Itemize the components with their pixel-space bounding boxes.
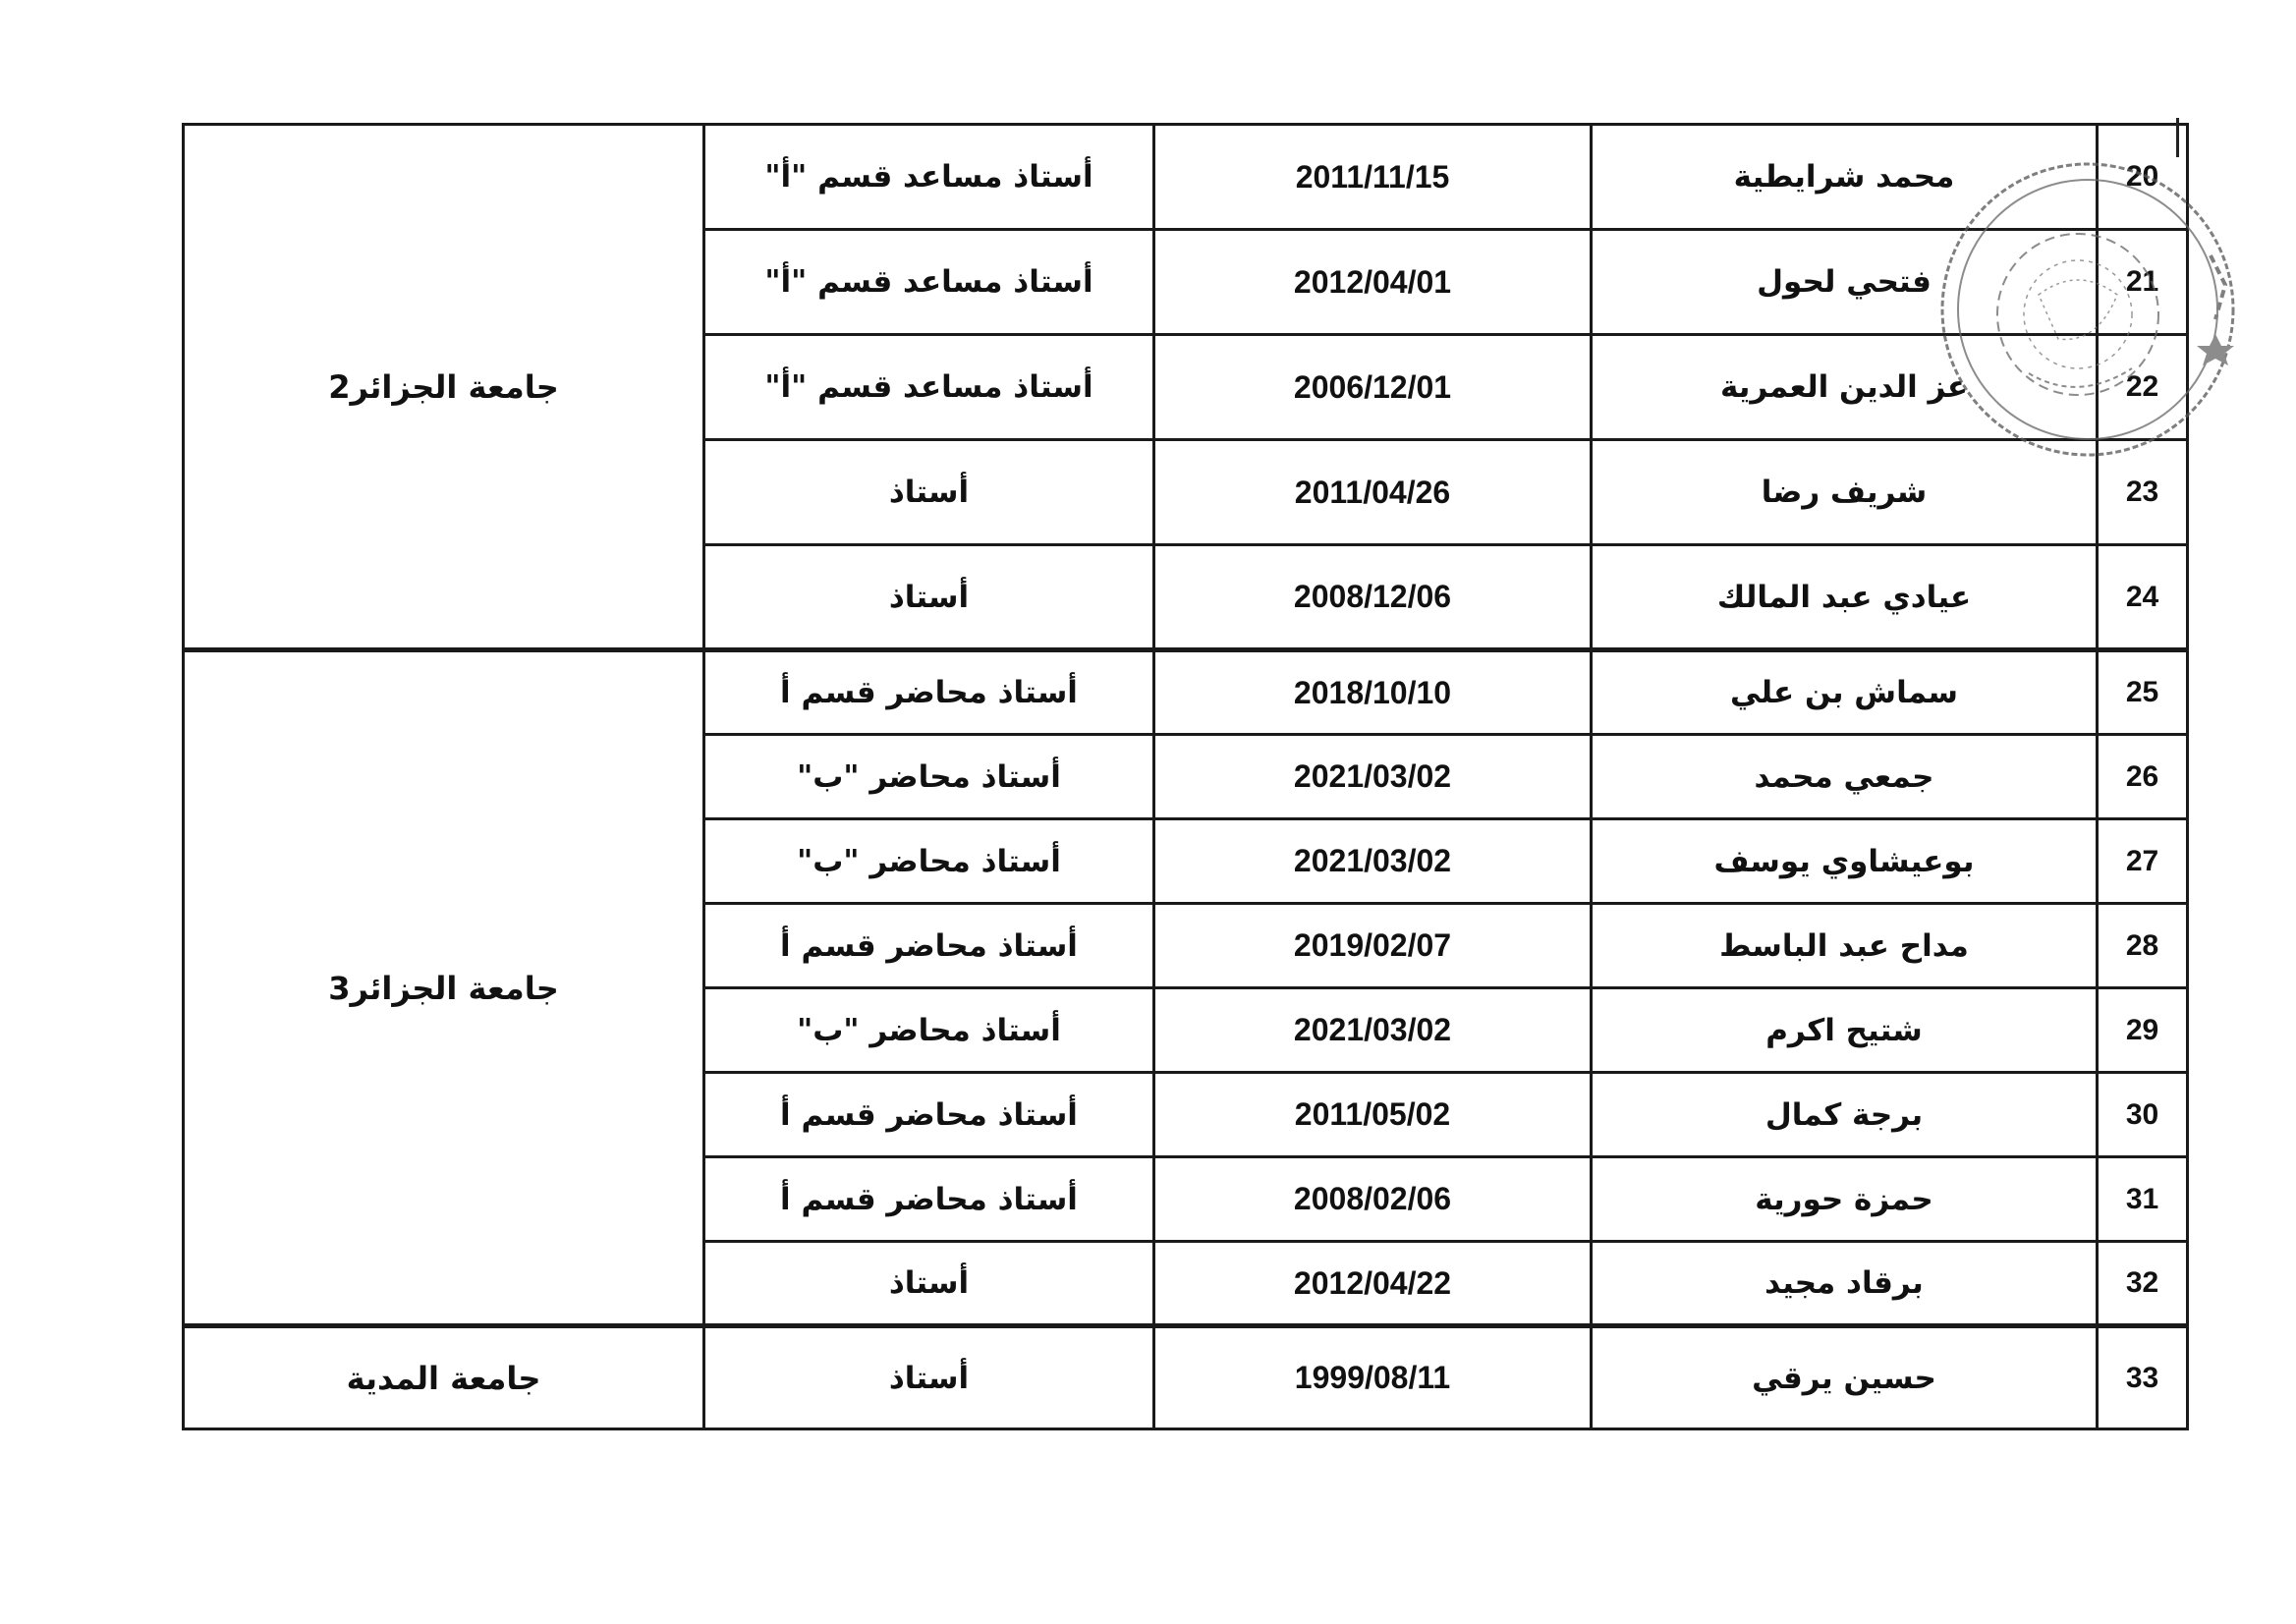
rank-cell: أستاذ محاضر قسم أ [704, 904, 1154, 988]
row-number: 30 [2098, 1073, 2188, 1157]
person-name: فتحي لحول [1592, 230, 2098, 335]
table-row [184, 1326, 2188, 1429]
date-cell: 2012/04/22 [1154, 1242, 1592, 1326]
person-name: عز الدين العمرية [1592, 335, 2098, 440]
person-name: مداح عبد الباسط [1592, 904, 2098, 988]
rank-cell: أستاذ [704, 1326, 1154, 1429]
date-cell: 2008/02/06 [1154, 1157, 1592, 1242]
rank-cell: أستاذ محاضر قسم أ [704, 1073, 1154, 1157]
row-number: 31 [2098, 1157, 2188, 1242]
person-name: محمد شرايطية [1592, 125, 2098, 230]
row-number: 23 [2098, 440, 2188, 545]
university-cell: جامعة الجزائر3 [184, 650, 704, 1326]
row-number: 32 [2098, 1242, 2188, 1326]
row-number: 33 [2098, 1326, 2188, 1429]
university-cell: جامعة المدية [184, 1326, 704, 1429]
table-row [184, 125, 2188, 230]
margin-mark [2176, 118, 2179, 157]
date-cell: 2011/04/26 [1154, 440, 1592, 545]
person-name: شتيح اكرم [1592, 988, 2098, 1073]
personnel-table [182, 123, 2189, 1430]
person-name: برقاد مجيد [1592, 1242, 2098, 1326]
date-cell: 2021/03/02 [1154, 988, 1592, 1073]
person-name: بوعيشاوي يوسف [1592, 819, 2098, 904]
person-name: عيادي عبد المالك [1592, 545, 2098, 650]
person-name: حمزة حورية [1592, 1157, 2098, 1242]
row-number: 21 [2098, 230, 2188, 335]
date-cell: 2019/02/07 [1154, 904, 1592, 988]
row-number: 27 [2098, 819, 2188, 904]
table-row [184, 650, 2188, 735]
rank-cell: أستاذ محاضر قسم أ [704, 650, 1154, 735]
row-number: 24 [2098, 545, 2188, 650]
rank-cell: أستاذ [704, 440, 1154, 545]
rank-cell: أستاذ [704, 1242, 1154, 1326]
date-cell: 2018/10/10 [1154, 650, 1592, 735]
date-cell: 2021/03/02 [1154, 819, 1592, 904]
row-number: 20 [2098, 125, 2188, 230]
date-cell: 2008/12/06 [1154, 545, 1592, 650]
rank-cell: أستاذ [704, 545, 1154, 650]
date-cell: 2021/03/02 [1154, 735, 1592, 819]
university-cell: جامعة الجزائر2 [184, 125, 704, 650]
person-name: برجة كمال [1592, 1073, 2098, 1157]
row-number: 25 [2098, 650, 2188, 735]
date-cell: 1999/08/11 [1154, 1326, 1592, 1429]
date-cell: 2012/04/01 [1154, 230, 1592, 335]
person-name: شريف رضا [1592, 440, 2098, 545]
row-number: 29 [2098, 988, 2188, 1073]
rank-cell: أستاذ محاضر قسم أ [704, 1157, 1154, 1242]
person-name: سماش بن علي [1592, 650, 2098, 735]
rank-cell: أستاذ محاضر "ب" [704, 988, 1154, 1073]
row-number: 26 [2098, 735, 2188, 819]
rank-cell: أستاذ مساعد قسم "أ" [704, 335, 1154, 440]
person-name: جمعي محمد [1592, 735, 2098, 819]
person-name: حسين يرقي [1592, 1326, 2098, 1429]
date-cell: 2011/11/15 [1154, 125, 1592, 230]
rank-cell: أستاذ محاضر "ب" [704, 735, 1154, 819]
date-cell: 2011/05/02 [1154, 1073, 1592, 1157]
row-number: 28 [2098, 904, 2188, 988]
rank-cell: أستاذ مساعد قسم "أ" [704, 125, 1154, 230]
row-number: 22 [2098, 335, 2188, 440]
rank-cell: أستاذ محاضر "ب" [704, 819, 1154, 904]
rank-cell: أستاذ مساعد قسم "أ" [704, 230, 1154, 335]
date-cell: 2006/12/01 [1154, 335, 1592, 440]
